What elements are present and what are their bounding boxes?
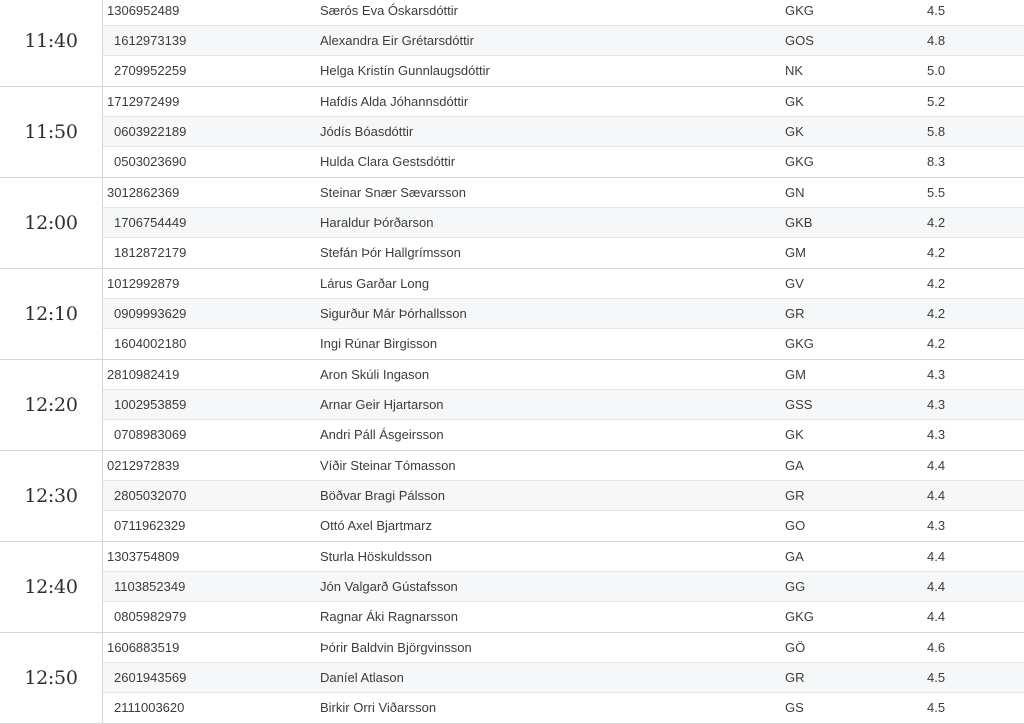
- table-row: [103, 390, 1024, 420]
- player-name: Ragnar Áki Ragnarsson: [320, 609, 459, 624]
- player-handicap: 4.4: [927, 579, 946, 594]
- player-club: GO: [785, 518, 806, 533]
- player-name: Þórir Baldvin Björgvinsson: [320, 640, 472, 655]
- player-name: Andri Páll Ásgeirsson: [320, 427, 444, 442]
- player-id: 2111003620: [114, 700, 185, 715]
- table-row: [103, 329, 1024, 359]
- player-club: GKB: [785, 215, 813, 230]
- table-row: [103, 26, 1024, 56]
- player-rows: [103, 451, 1024, 541]
- player-handicap: 4.2: [927, 336, 946, 351]
- table-row: [103, 117, 1024, 147]
- player-club: GKG: [785, 3, 814, 18]
- player-club: GR: [785, 670, 805, 685]
- player-rows: [103, 360, 1024, 450]
- player-club: GKG: [785, 154, 814, 169]
- player-club: GM: [785, 367, 806, 382]
- player-club: GR: [785, 306, 805, 321]
- player-name: Hulda Clara Gestsdóttir: [320, 154, 456, 169]
- player-handicap: 4.3: [927, 518, 946, 533]
- tee-time: 11:40: [0, 0, 103, 86]
- player-club: GM: [785, 245, 806, 260]
- player-handicap: 4.3: [927, 427, 946, 442]
- player-name: Helga Kristín Gunnlaugsdóttir: [320, 63, 490, 78]
- table-row: [103, 420, 1024, 450]
- player-name: Stefán Þór Hallgrímsson: [320, 245, 461, 260]
- player-club: GA: [785, 549, 804, 564]
- table-row: [103, 87, 1024, 117]
- player-handicap: 4.5: [927, 670, 946, 685]
- player-rows: [103, 87, 1024, 177]
- player-handicap: 5.0: [927, 63, 946, 78]
- tee-time-group: [0, 542, 1024, 633]
- table-row: [103, 602, 1024, 632]
- player-club: GR: [785, 488, 805, 503]
- player-id: 1306952489: [107, 3, 180, 18]
- player-handicap: 4.2: [927, 215, 946, 230]
- player-rows: [103, 542, 1024, 632]
- player-name: Arnar Geir Hjartarson: [320, 397, 444, 412]
- table-row: [103, 511, 1024, 541]
- tee-time: 12:00: [0, 178, 103, 268]
- table-row: [103, 0, 1024, 26]
- table-row: [103, 542, 1024, 572]
- player-id: 1303754809: [107, 549, 180, 564]
- player-id: 1103852349: [114, 579, 186, 594]
- player-name: Steinar Snær Sævarsson: [320, 185, 466, 200]
- player-rows: [103, 0, 1024, 86]
- player-rows: [103, 178, 1024, 268]
- player-id: 1706754449: [114, 215, 187, 230]
- player-id: 0503023690: [114, 154, 187, 169]
- table-row: [103, 238, 1024, 268]
- player-id: 0711962329: [114, 518, 186, 533]
- player-name: Daníel Atlason: [320, 670, 404, 685]
- table-row: [103, 572, 1024, 602]
- player-rows: [103, 633, 1024, 723]
- player-rows: [103, 269, 1024, 359]
- table-row: [103, 147, 1024, 177]
- player-handicap: 4.3: [927, 397, 946, 412]
- table-row: [103, 178, 1024, 208]
- player-club: GOS: [785, 33, 814, 48]
- player-name: Jódís Bóasdóttir: [320, 124, 414, 139]
- tee-time: 12:20: [0, 360, 103, 450]
- player-handicap: 4.4: [927, 488, 946, 503]
- player-id: 0805982979: [114, 609, 187, 624]
- table-row: [103, 360, 1024, 390]
- tee-time-group: [0, 269, 1024, 360]
- player-club: GKG: [785, 609, 814, 624]
- player-name: Sigurður Már Þórhallsson: [320, 306, 467, 321]
- tee-time-group: [0, 0, 1024, 87]
- player-club: GK: [785, 94, 804, 109]
- player-name: Birkir Orri Viðarsson: [320, 700, 437, 715]
- player-handicap: 4.5: [927, 700, 946, 715]
- table-row: [103, 269, 1024, 299]
- player-id: 0708983069: [114, 427, 187, 442]
- player-handicap: 5.2: [927, 94, 946, 109]
- tee-time: 12:40: [0, 542, 103, 632]
- player-handicap: 5.5: [927, 185, 946, 200]
- player-handicap: 4.4: [927, 549, 946, 564]
- table-row: [103, 208, 1024, 238]
- tee-time-group: [0, 178, 1024, 269]
- table-row: [103, 299, 1024, 329]
- tee-time: 11:50: [0, 87, 103, 177]
- player-club: GK: [785, 124, 804, 139]
- player-club: GN: [785, 185, 805, 200]
- player-handicap: 4.6: [927, 640, 946, 655]
- player-club: GV: [785, 276, 804, 291]
- player-club: GA: [785, 458, 804, 473]
- player-handicap: 4.2: [927, 306, 946, 321]
- player-club: GÖ: [785, 640, 806, 655]
- player-name: Særós Eva Óskarsdóttir: [320, 3, 458, 18]
- player-id: 1012992879: [107, 276, 180, 291]
- tee-time-group: [0, 633, 1024, 724]
- player-name: Ottó Axel Bjartmarz: [320, 518, 432, 533]
- tee-time: 12:50: [0, 633, 103, 723]
- table-row: [103, 481, 1024, 511]
- tee-time: 12:10: [0, 269, 103, 359]
- player-name: Sturla Höskuldsson: [320, 549, 432, 564]
- player-id: 2810982419: [107, 367, 180, 382]
- player-handicap: 4.4: [927, 609, 946, 624]
- player-name: Alexandra Eir Grétarsdóttir: [320, 33, 474, 48]
- player-handicap: 4.4: [927, 458, 946, 473]
- player-name: Aron Skúli Ingason: [320, 367, 430, 382]
- player-id: 0212972839: [107, 458, 180, 473]
- player-id: 2709952259: [114, 63, 187, 78]
- player-club: GS: [785, 700, 804, 715]
- player-handicap: 4.3: [927, 367, 946, 382]
- player-id: 1604002180: [114, 336, 187, 351]
- player-id: 1002953859: [114, 397, 187, 412]
- player-name: Hafdís Alda Jóhannsdóttir: [320, 94, 469, 109]
- tee-time: 12:30: [0, 451, 103, 541]
- player-handicap: 4.5: [927, 3, 946, 18]
- player-name: Víðir Steinar Tómasson: [320, 458, 456, 473]
- player-id: 1612973139: [114, 33, 187, 48]
- tee-time-group: [0, 360, 1024, 451]
- player-handicap: 5.8: [927, 124, 946, 139]
- player-id: 1606883519: [107, 640, 180, 655]
- player-handicap: 4.2: [927, 245, 946, 260]
- player-name: Lárus Garðar Long: [320, 276, 430, 291]
- player-club: GKG: [785, 336, 814, 351]
- player-club: GSS: [785, 397, 813, 412]
- table-row: [103, 56, 1024, 86]
- tee-time-group: [0, 451, 1024, 542]
- table-row: [103, 663, 1024, 693]
- player-id: 2805032070: [114, 488, 187, 503]
- player-club: NK: [785, 63, 804, 78]
- player-id: 0603922189: [114, 124, 187, 139]
- player-club: GK: [785, 427, 804, 442]
- tee-time-group: [0, 87, 1024, 178]
- player-id: 1712972499: [107, 94, 180, 109]
- player-id: 1812872179: [114, 245, 187, 260]
- player-name: Böðvar Bragi Pálsson: [320, 488, 446, 503]
- player-club: GG: [785, 579, 806, 594]
- table-row: [103, 451, 1024, 481]
- player-name: Ingi Rúnar Birgisson: [320, 336, 438, 351]
- table-row: [103, 693, 1024, 723]
- player-id: 2601943569: [114, 670, 187, 685]
- player-handicap: 4.8: [927, 33, 946, 48]
- player-handicap: 4.2: [927, 276, 946, 291]
- player-name: Jón Valgarð Gústafsson: [320, 579, 458, 594]
- player-handicap: 8.3: [927, 154, 946, 169]
- table-row: [103, 633, 1024, 663]
- player-id: 0909993629: [114, 306, 187, 321]
- player-name: Haraldur Þórðarson: [320, 215, 434, 230]
- player-id: 3012862369: [107, 185, 180, 200]
